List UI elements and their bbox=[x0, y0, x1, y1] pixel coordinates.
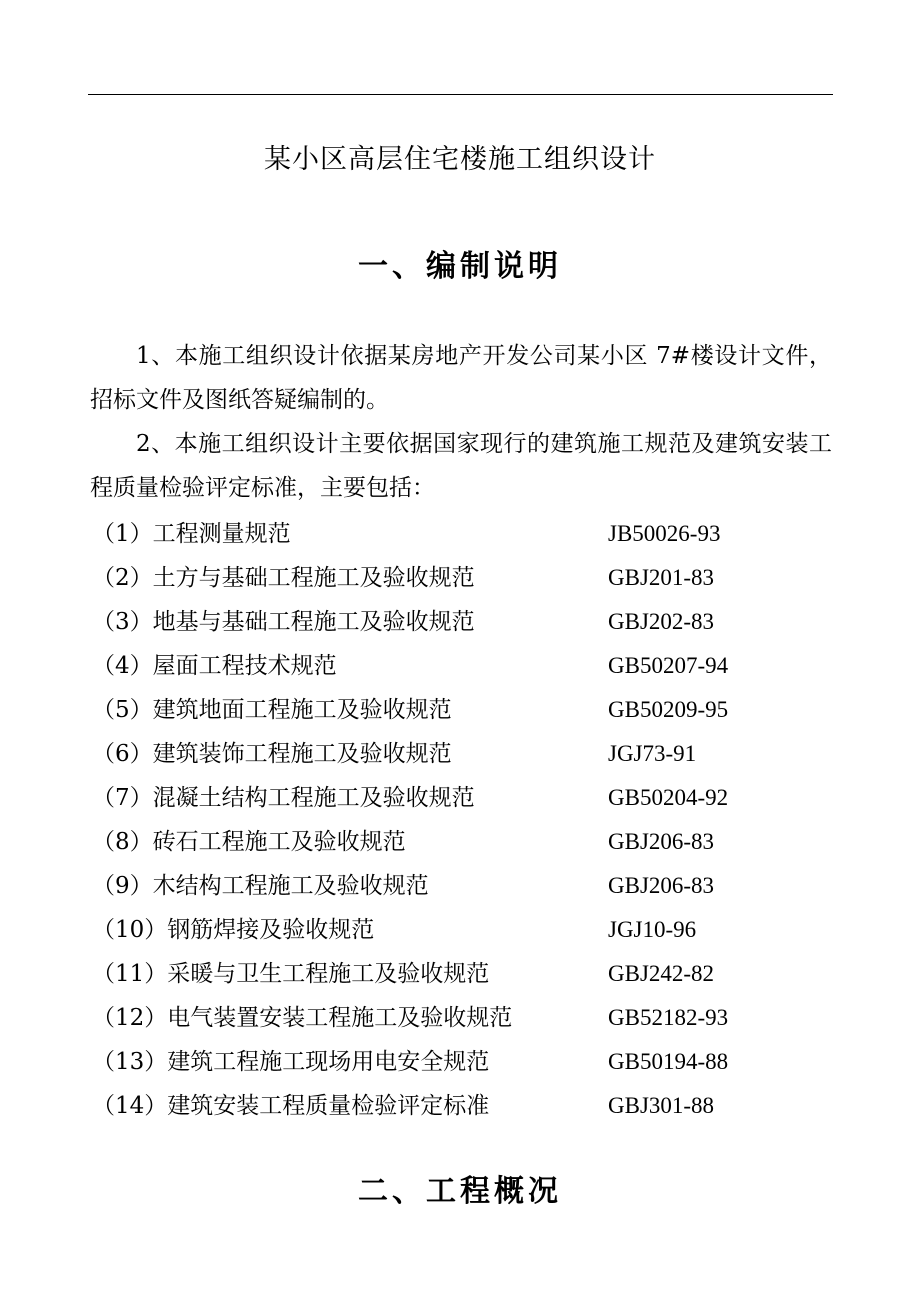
standard-code: GB50194-88 bbox=[608, 1049, 729, 1074]
list-item bbox=[92, 600, 832, 644]
standard-name: （6）建筑装饰工程施工及验收规范 bbox=[92, 741, 452, 767]
standard-code: GB52182-93 bbox=[608, 1005, 729, 1030]
paragraph-1-text: 1、本施工组织设计依据某房地产开发公司某小区 7#楼设计文件，招标文件及图纸答疑编制的。 bbox=[90, 343, 832, 413]
standard-name: （12）电气装置安装工程施工及验收规范 bbox=[92, 1005, 513, 1031]
list-item bbox=[92, 1040, 832, 1084]
standard-code: GBJ301-88 bbox=[608, 1093, 715, 1118]
standard-code: GBJ206-83 bbox=[608, 829, 715, 854]
standard-code: GBJ202-83 bbox=[608, 609, 715, 634]
standard-name: （7）混凝土结构工程施工及验收规范 bbox=[92, 785, 475, 811]
section-heading-2: 二、工程概况 bbox=[358, 1174, 562, 1209]
list-item bbox=[92, 952, 832, 996]
standard-name: （8）砖石工程施工及验收规范 bbox=[92, 829, 406, 855]
standard-name: （14）建筑安装工程质量检验评定标准 bbox=[92, 1093, 490, 1119]
standard-code: JGJ10-96 bbox=[608, 917, 697, 942]
standard-name: （5）建筑地面工程施工及验收规范 bbox=[92, 697, 452, 723]
standards-list bbox=[92, 512, 832, 1128]
list-item bbox=[92, 776, 832, 820]
list-item bbox=[92, 512, 832, 556]
list-item bbox=[92, 1084, 832, 1128]
standard-code: GB50207-94 bbox=[608, 653, 729, 678]
standard-code: JB50026-93 bbox=[608, 521, 721, 546]
standard-code: GBJ206-83 bbox=[608, 873, 715, 898]
standard-code: GBJ242-82 bbox=[608, 961, 715, 986]
paragraph-1 bbox=[90, 334, 832, 422]
standard-name: （3）地基与基础工程施工及验收规范 bbox=[92, 609, 475, 635]
paragraph-2 bbox=[90, 422, 832, 510]
paragraph-2-text: 2、本施工组织设计主要依据国家现行的建筑施工规范及建筑安装工程质量检验评定标准，主要包括： bbox=[90, 431, 832, 501]
list-item bbox=[92, 908, 832, 952]
list-item bbox=[92, 732, 832, 776]
standard-name: （10）钢筋焊接及验收规范 bbox=[92, 917, 375, 943]
standard-code: GB50204-92 bbox=[608, 785, 729, 810]
standard-code: JGJ73-91 bbox=[608, 741, 697, 766]
standard-name: （9）木结构工程施工及验收规范 bbox=[92, 873, 429, 899]
section-heading-1: 一、编制说明 bbox=[358, 249, 562, 284]
standard-name: （11）采暖与卫生工程施工及验收规范 bbox=[92, 961, 490, 987]
list-item bbox=[92, 996, 832, 1040]
document-title: 某小区高层住宅楼施工组织设计 bbox=[264, 144, 656, 175]
standard-code: GB50209-95 bbox=[608, 697, 729, 722]
standard-code: GBJ201-83 bbox=[608, 565, 715, 590]
standard-name: （2）土方与基础工程施工及验收规范 bbox=[92, 565, 475, 591]
list-item bbox=[92, 556, 832, 600]
header-rule bbox=[88, 94, 833, 95]
standard-name: （13）建筑工程施工现场用电安全规范 bbox=[92, 1049, 490, 1075]
list-item bbox=[92, 820, 832, 864]
list-item bbox=[92, 644, 832, 688]
standard-name: （1）工程测量规范 bbox=[92, 521, 291, 547]
list-item bbox=[92, 688, 832, 732]
standard-name: （4）屋面工程技术规范 bbox=[92, 653, 337, 679]
list-item bbox=[92, 864, 832, 908]
